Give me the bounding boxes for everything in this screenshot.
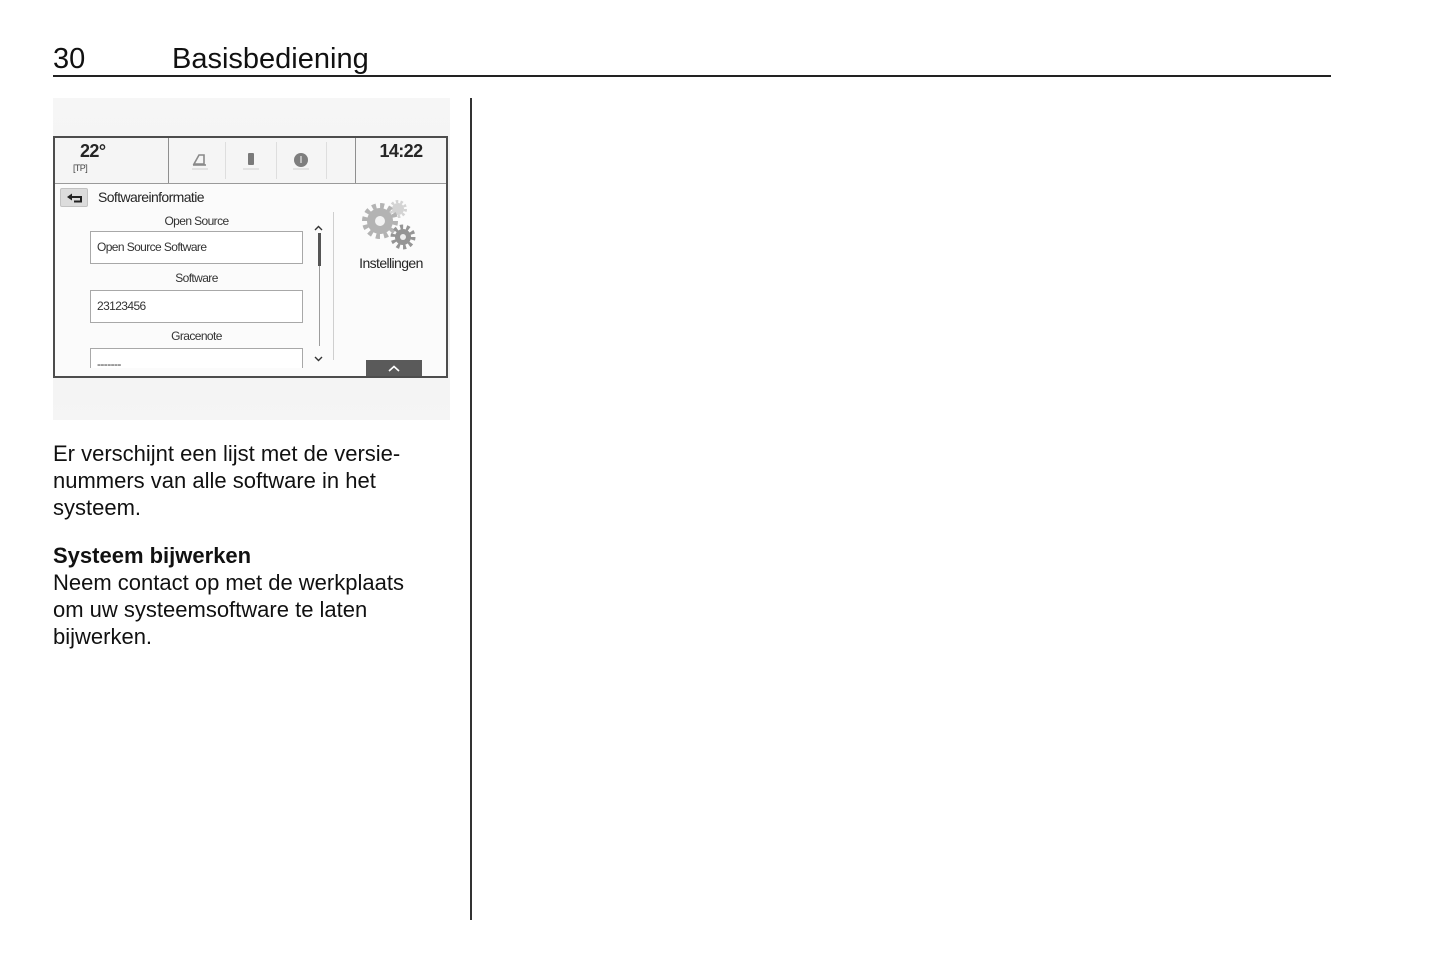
status-bar: [55, 138, 446, 184]
status-separator: [225, 142, 226, 179]
gracenote-field[interactable]: -------: [90, 348, 303, 368]
intro-line: Er verschijnt een lijst met de versie-: [53, 441, 401, 466]
clock-time: 14:22: [379, 141, 423, 161]
header-rule: [53, 75, 1331, 77]
status-separator: [276, 142, 277, 179]
software-version-field[interactable]: 23123456: [90, 290, 303, 323]
software-label: Software: [175, 271, 218, 285]
intro-line: nummers van alle software in het: [53, 468, 376, 493]
section-line: om uw systeemsoftware te laten: [53, 597, 368, 622]
infotainment-screen: [53, 136, 448, 378]
intro-paragraph: [53, 440, 463, 521]
settings-gears-icon[interactable]: [358, 198, 420, 252]
page-title: Basisbediening: [172, 43, 369, 75]
phone-icon[interactable]: [242, 151, 260, 171]
scroll-down-icon[interactable]: [314, 349, 323, 367]
back-arrow-icon: [66, 193, 84, 204]
intro-line: systeem.: [53, 495, 142, 520]
gracenote-label: Gracenote: [171, 329, 222, 343]
open-source-field[interactable]: Open Source Software: [90, 231, 303, 264]
open-source-label: Open Source: [164, 214, 229, 228]
temperature-readout: 22°: [80, 141, 106, 161]
navigation-icon[interactable]: [292, 151, 310, 171]
section-line: bijwerken.: [53, 624, 153, 649]
status-separator: [168, 138, 169, 183]
section-line: Neem contact op met de werkplaats: [53, 570, 404, 595]
scrollbar-thumb[interactable]: [318, 233, 321, 266]
expand-tab-button[interactable]: [366, 360, 422, 376]
screen-title: Softwareinformatie: [98, 189, 204, 205]
column-divider: [470, 98, 472, 920]
audio-icon[interactable]: [191, 151, 209, 171]
status-separator: [326, 142, 327, 179]
chevron-up-icon: [388, 365, 400, 372]
back-button[interactable]: [60, 188, 88, 207]
tp-badge: [TP]: [73, 163, 88, 173]
settings-label[interactable]: Instellingen: [359, 255, 423, 271]
software-info-list[interactable]: [90, 210, 303, 368]
page-number: 30: [53, 43, 86, 75]
update-section: [53, 542, 463, 650]
panel-separator: [333, 212, 334, 360]
scrollbar-track[interactable]: [319, 266, 320, 346]
section-heading: Systeem bijwerken: [53, 543, 252, 568]
